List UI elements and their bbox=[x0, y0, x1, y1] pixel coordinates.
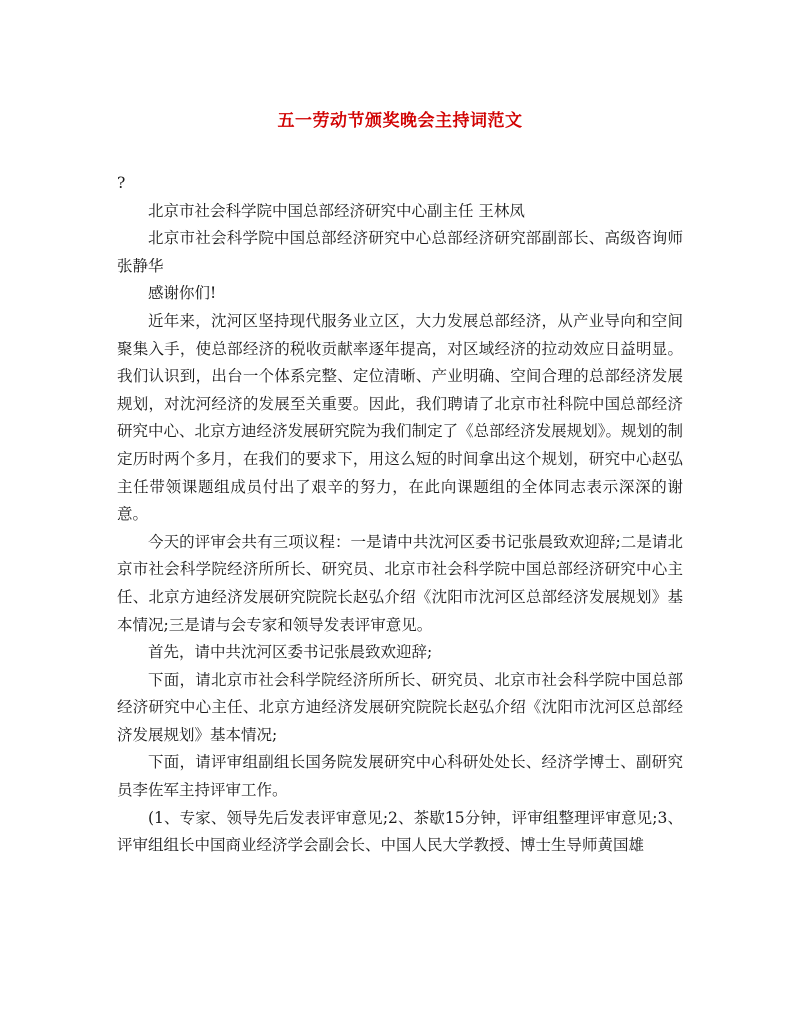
paragraph-agenda: 今天的评审会共有三项议程：一是请中共沈河区委书记张晨致欢迎辞;二是请北京市社会科学院经济所所长、研究员、北京市社会科学院中国总部经济研究中心主任、北京方迪经济发展研究院院长赵弘介绍《沈阳市沈河区总部经济发展规划》基本情况;三是请与会专家和领导发表评审意见。 bbox=[117, 532, 683, 634]
paragraph-review-steps: (1、专家、领导先后发表评审意见;2、茶歇15分钟，评审组整理评审意见;3、评审组组长中国商业经济学会副会长、中国人民大学教授、博士生导师黄国雄 bbox=[117, 808, 683, 855]
paragraph-attendee-1: 北京市社会科学院中国总部经济研究中心副主任 王林凤 bbox=[148, 201, 525, 220]
paragraph-review-host: 下面，请评审组副组长国务院发展研究中心科研处处长、经济学博士、副研究员李佐军主持评审工作。 bbox=[117, 753, 683, 800]
document-title: 五一劳动节颁奖晚会主持词范文 bbox=[277, 111, 523, 131]
paragraph-background: 近年来，沈河区坚持现代服务业立区，大力发展总部经济，从产业导向和空间聚集入手，使总部经济的税收贡献率逐年提高，对区域经济的拉动效应日益明显。我们认识到，出台一个体系完整、定位清晰、产业明确、空间合理的总部经济发展规划，对沈河经济的发展至关重要。因此，我们聘请了北京市社科院中国总部经济研究中心、北京方迪经济发展研究院为我们制定了《总部经济发展规划》。规划的制定历时两个多月，在我们的要求下，用这么短的时间拿出这个规划，研究中心赵弘主任带领课题组成员付出了艰辛的努力，在此向课题组的全体同志表示深深的谢意。 bbox=[117, 311, 683, 524]
paragraph-introduction: 下面，请北京市社会科学院经济所所长、研究员、北京市社会科学院中国总部经济研究中心主任、北京方迪经济发展研究院院长赵弘介绍《沈阳市沈河区总部经济发展规划》基本情况; bbox=[117, 670, 683, 744]
paragraph-placeholder-mark: ? bbox=[117, 174, 126, 192]
document-body bbox=[117, 170, 683, 860]
paragraph-thanks: 感谢你们! bbox=[148, 284, 217, 303]
paragraph-welcome: 首先，请中共沈河区委书记张晨致欢迎辞; bbox=[148, 643, 433, 662]
paragraph-attendee-2: 北京市社会科学院中国总部经济研究中心总部经济研究部副部长、高级咨询师 张静华 bbox=[117, 229, 683, 275]
